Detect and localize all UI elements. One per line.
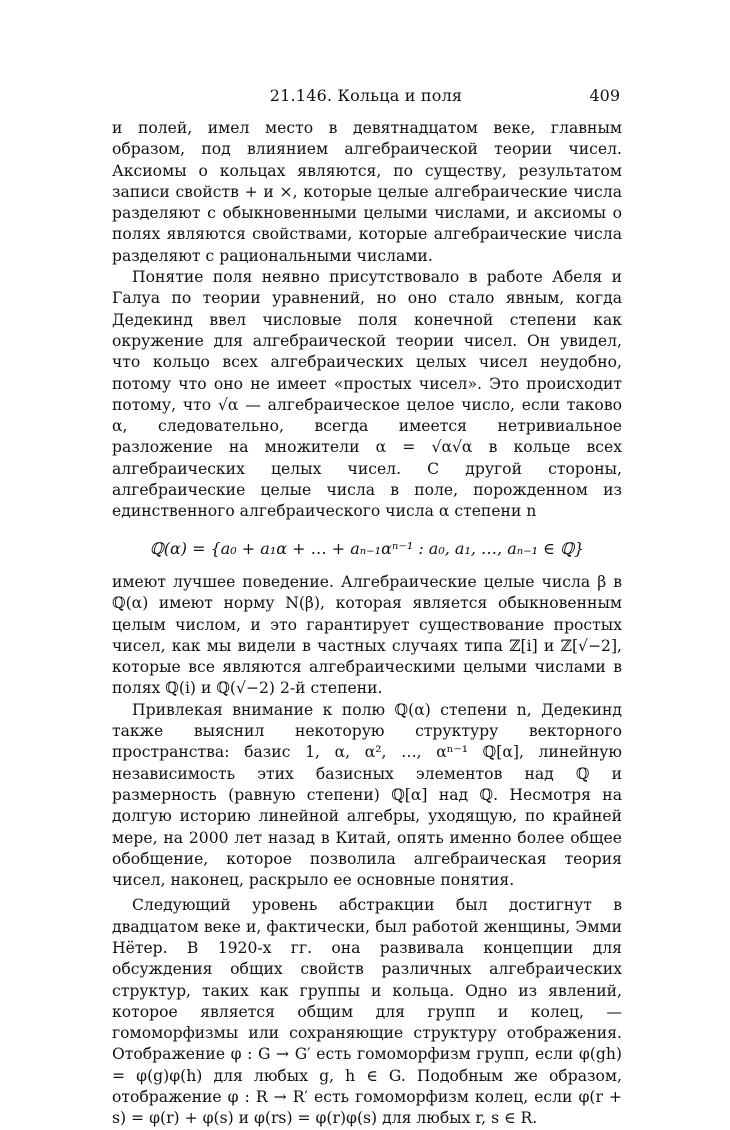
- running-title: 21.146. Кольца и поля: [269, 86, 463, 105]
- paragraph-5: Следующий уровень абстракции был достигнут в двадцатом веке и, фактически, был работой женщины, Эмми Нётер. В 1920-х гг. она развивала концепции для обсуждения общих свойств различных алгебраических структур, таких как группы и кольца. Одно из явлений, которое является общим для групп и колец, — гомоморфизмы или сохраняющие структуру отображения. Отображение φ : G → G′ есть гомоморфизм групп, если φ(gh) = φ(g)φ(h) для любых g, h ∈ G. Подобным же образом, отображение φ : R → R′ есть гомоморфизм колец, если φ(r + s) = φ(r) + φ(s) и φ(rs) = φ(r)φ(s) для любых r, s ∈ R.: [112, 896, 622, 1128]
- display-formula: ℚ(α) = {a₀ + a₁α + … + aₙ₋₁αⁿ⁻¹ : a₀, a₁, …, aₙ₋₁ ∈ ℚ}: [149, 538, 585, 558]
- paragraph-4: Привлекая внимание к полю ℚ(α) степени n, Дедекинд также выяснил некоторую структуру векторного пространства: базис 1, α, α², …, αⁿ⁻¹ ℚ[α], линейную независимость этих базисных элементов над ℚ и размерность (равную степени) ℚ[α] над ℚ. Несмотря на долгую историю линейной алгебры, уходящую, по крайней мере, на 2000 лет назад в Китай, опять именно более общее обобщение, которое позволила алгебраическая теория чисел, наконец, раскрыло ее основные понятия.: [112, 700, 622, 890]
- paragraph-3: имеют лучшее поведение. Алгебраические целые числа β в ℚ(α) имеют норму N(β), которая является обыкновенным целым числом, и это гарантирует существование простых чисел, как мы видели в частных случаях типа ℤ[i] и ℤ[√−2], которые все являются алгебраическими целыми числами в полях ℚ(i) и ℚ(√−2) 2-й степени.: [112, 572, 622, 698]
- page-number: 409: [589, 86, 620, 105]
- page-body: [112, 118, 622, 1130]
- running-header: [112, 86, 620, 106]
- paragraph-2: Понятие поля неявно присутствовало в работе Абеля и Галуа по теории уравнений, но оно стало явным, когда Дедекинд ввел числовые поля конечной степени как окружение для алгебраической теории чисел. Он увидел, что кольцо всех алгебраических целых чисел неудобно, потому что оно не имеет «простых чисел». Это происходит потому, что √α — алгебраическое целое число, если таково α, следовательно, всегда имеется нетривиальное разложение на множители α = √α√α в кольце всех алгебраических целых чисел. С другой стороны, алгебраические целые числа в поле, порожденном из единственного алгебраического числа α степени n: [112, 268, 622, 521]
- paragraph-1: и полей, имел место в девятнадцатом веке, главным образом, под влиянием алгебраической теории чисел. Аксиомы о кольцах являются, по существу, результатом записи свойств + и ×, которые целые алгебраические числа разделяют с обыкновенными целыми числами, и аксиомы о полях являются свойствами, которые алгебраические числа разделяют с рациональными числами.: [112, 119, 622, 265]
